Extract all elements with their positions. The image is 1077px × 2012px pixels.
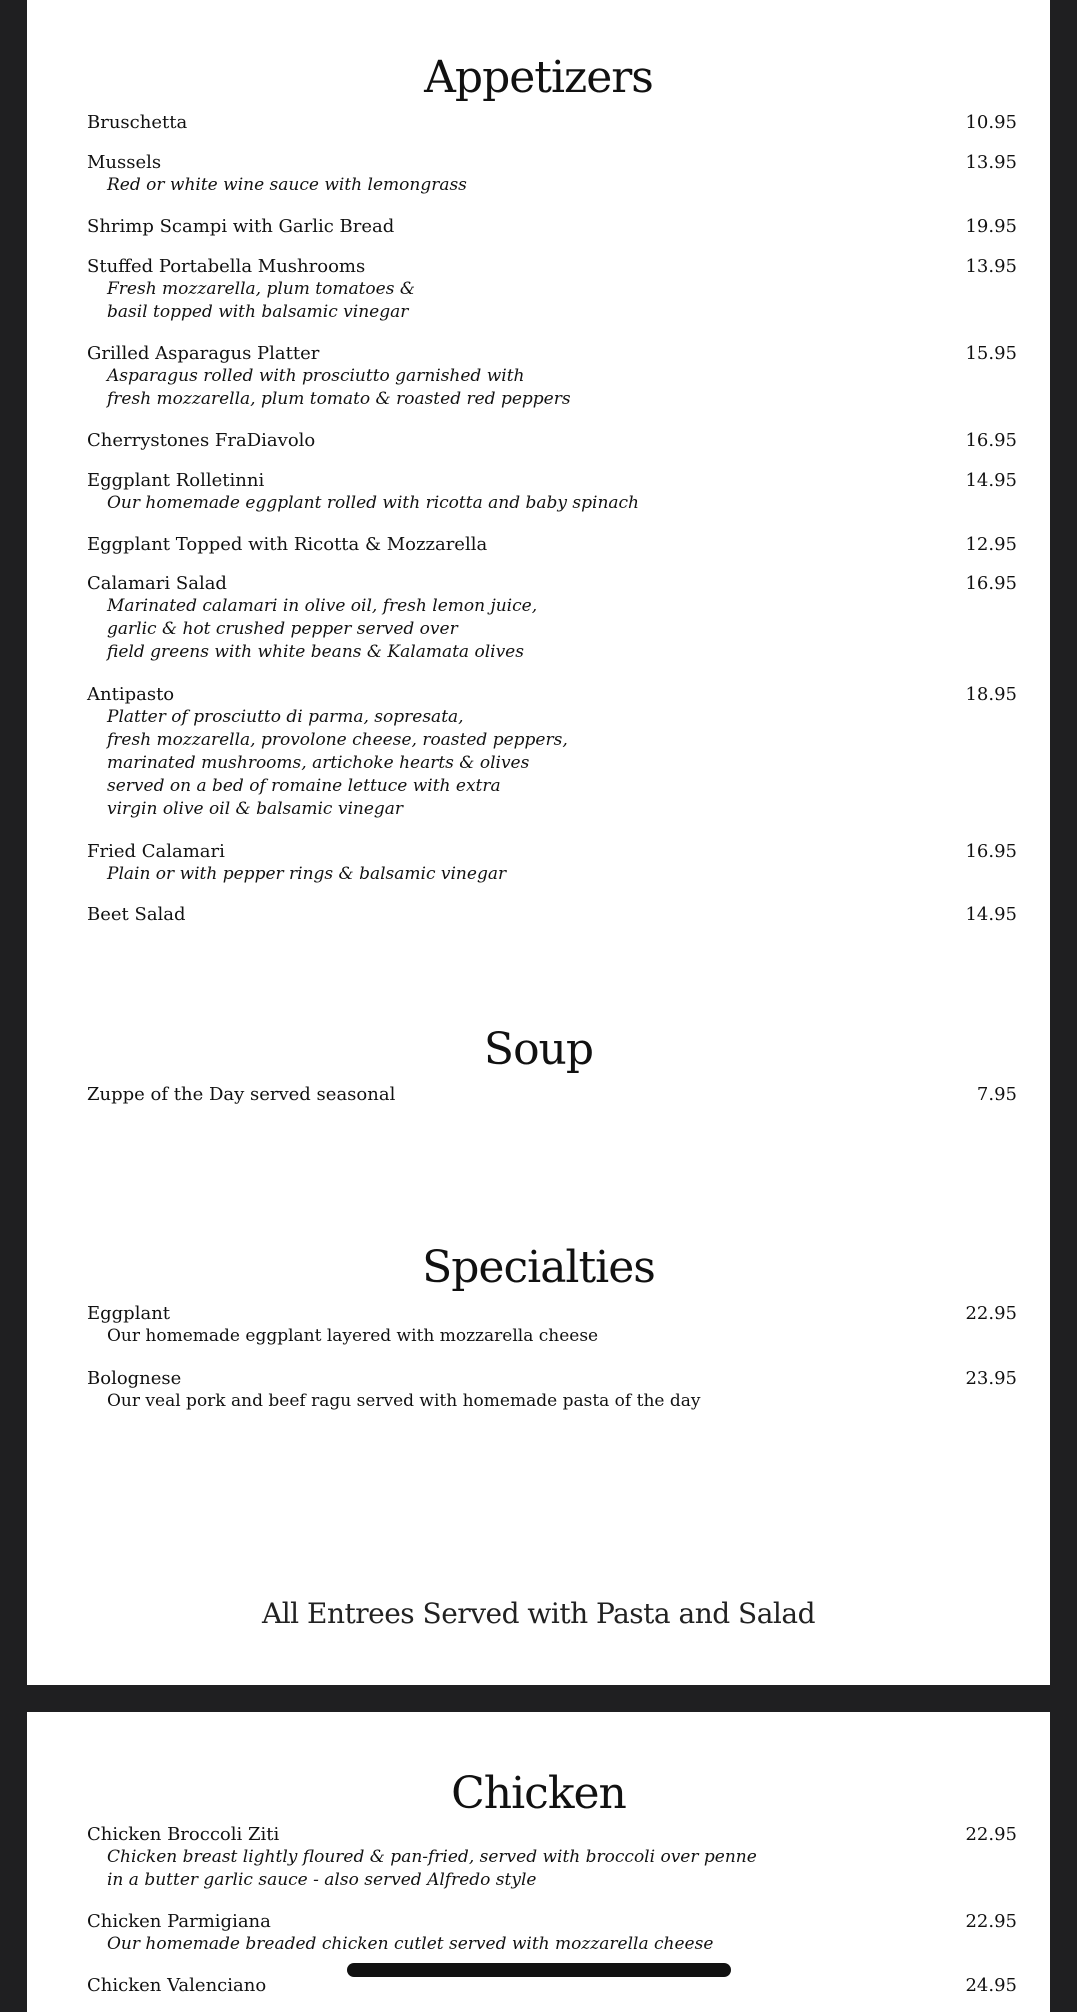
entrees-note: All Entrees Served with Pasta and Salad (262, 1597, 815, 1630)
item-name: Chicken Valenciano (87, 1975, 267, 1996)
item-price: 14.95 (965, 904, 1017, 925)
item-description: Marinated calamari in olive oil, fresh lemon juice, garlic & hot crushed pepper served over field greens with white beans & Kalamata olives (107, 596, 538, 662)
chicken-title: Chicken (451, 1768, 626, 1819)
item-name: Cherrystones FraDiavolo (87, 430, 316, 451)
item-name: Eggplant Rolletinni (87, 470, 265, 491)
item-price: 22.95 (965, 1824, 1017, 1845)
item-name: Beet Salad (87, 904, 186, 925)
item-price: 18.95 (965, 684, 1017, 705)
item-name: Bruschetta (87, 112, 188, 133)
item-name: Chicken Broccoli Ziti (87, 1824, 280, 1845)
item-price: 15.95 (965, 343, 1017, 364)
item-name: Calamari Salad (87, 573, 227, 594)
item-price: 24.95 (965, 1975, 1017, 1996)
menu-item-grilled-asparagus (87, 342, 1017, 411)
appetizers-title: Appetizers (424, 52, 653, 103)
item-name: Chicken Parmigiana (87, 1911, 271, 1932)
menu-item-chicken-valenciano (87, 1974, 1017, 1997)
item-description: Red or white wine sauce with lemongrass (107, 175, 467, 195)
home-indicator[interactable] (347, 1963, 731, 1977)
item-price: 14.95 (965, 470, 1017, 491)
item-description: Our homemade eggplant layered with mozzarella cheese (107, 1326, 599, 1346)
item-name: Grilled Asparagus Platter (87, 343, 320, 364)
menu-item-bruschetta (87, 111, 1017, 134)
menu-item-mussels (87, 151, 1017, 197)
item-price: 23.95 (965, 1368, 1017, 1389)
menu-item-shrimp-scampi (87, 215, 1017, 238)
item-price: 13.95 (965, 152, 1017, 173)
item-price: 16.95 (965, 841, 1017, 862)
soup-title: Soup (483, 1024, 594, 1075)
menu-item-eggplant-topped (87, 533, 1017, 556)
menu-item-antipasto (87, 683, 1017, 821)
item-name: Eggplant Topped with Ricotta & Mozzarella (87, 534, 488, 555)
menu-item-fried-calamari (87, 840, 1017, 886)
item-description: Platter of prosciutto di parma, sopresata, fresh mozzarella, provolone cheese, roasted peppers, marinated mushrooms, artichoke hearts & olives served on a bed of romaine lettuce with extra virgin olive oil & balsamic vinegar (107, 707, 568, 819)
menu-item-eggplant-rolletinni (87, 469, 1017, 515)
item-price: 16.95 (965, 573, 1017, 594)
item-name: Shrimp Scampi with Garlic Bread (87, 216, 395, 237)
item-price: 16.95 (965, 430, 1017, 451)
item-name: Eggplant (87, 1303, 171, 1324)
menu-item-bolognese (87, 1367, 1017, 1413)
item-name: Bolognese (87, 1368, 182, 1389)
menu-item-beet-salad (87, 903, 1017, 926)
menu-item-cherrystones (87, 429, 1017, 452)
menu-item-chicken-parmigiana (87, 1910, 1017, 1956)
item-description: Asparagus rolled with prosciutto garnished with fresh mozzarella, plum tomato & roasted red peppers (107, 366, 571, 409)
item-name: Fried Calamari (87, 841, 225, 862)
menu-item-stuffed-portabella (87, 255, 1017, 324)
item-price: 19.95 (965, 216, 1017, 237)
item-description: Chicken breast lightly floured & pan-fried, served with broccoli over penne in a butter garlic sauce - also served Alfredo style (107, 1847, 757, 1890)
menu-item-eggplant-specialty (87, 1302, 1017, 1348)
item-description: Our homemade breaded chicken cutlet served with mozzarella cheese (107, 1934, 714, 1954)
menu-page-1 (27, 0, 1050, 1685)
item-price: 12.95 (965, 534, 1017, 555)
item-name: Zuppe of the Day served seasonal (87, 1084, 396, 1105)
item-description: Our veal pork and beef ragu served with homemade pasta of the day (107, 1391, 701, 1411)
item-description: Fresh mozzarella, plum tomatoes & basil topped with balsamic vinegar (107, 279, 415, 322)
item-name: Mussels (87, 152, 162, 173)
menu-item-zuppe (87, 1083, 1017, 1106)
item-description: Our homemade eggplant rolled with ricotta and baby spinach (107, 493, 639, 513)
item-price: 13.95 (965, 256, 1017, 277)
item-price: 10.95 (965, 112, 1017, 133)
item-name: Stuffed Portabella Mushrooms (87, 256, 366, 277)
item-price: 7.95 (976, 1084, 1017, 1105)
item-price: 22.95 (965, 1911, 1017, 1932)
menu-item-calamari-salad (87, 572, 1017, 664)
item-price: 22.95 (965, 1303, 1017, 1324)
menu-item-chicken-broccoli-ziti (87, 1823, 1017, 1892)
specialties-title: Specialties (422, 1242, 655, 1293)
item-name: Antipasto (87, 684, 175, 705)
item-description: Plain or with pepper rings & balsamic vinegar (107, 864, 507, 884)
